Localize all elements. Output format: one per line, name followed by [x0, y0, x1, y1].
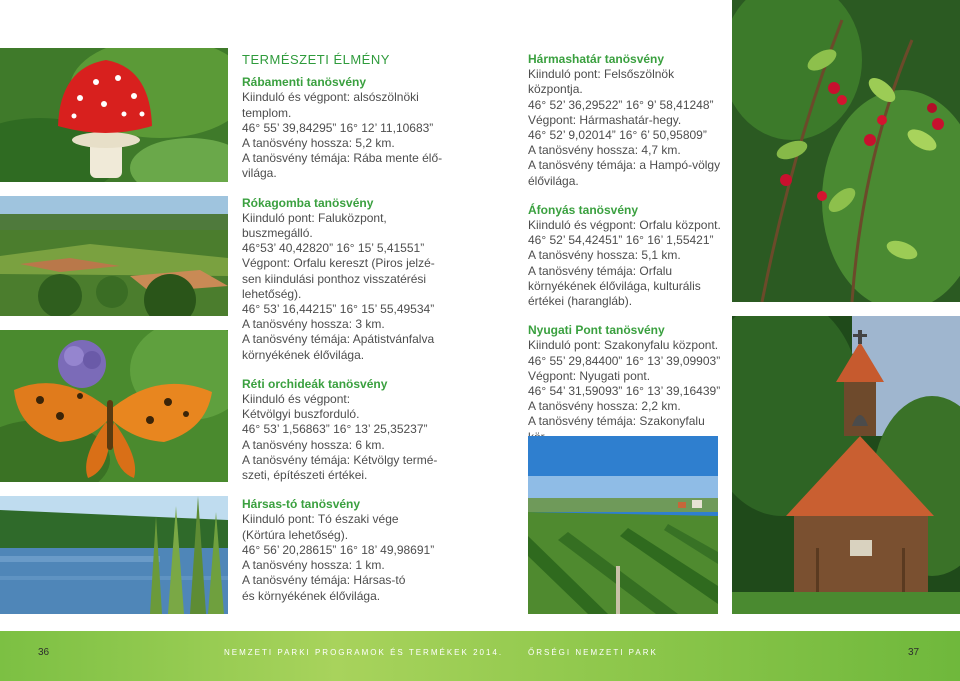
trail-line: szeti, építészeti értékei.	[242, 468, 368, 483]
trail-title: Áfonyás tanösvény	[528, 202, 639, 217]
trail-line: A tanösvény hossza: 6 km.	[242, 437, 385, 452]
trail-title: Rábamenti tanösvény	[242, 75, 367, 90]
trail-title: Nyugati Pont tanösvény	[528, 323, 665, 338]
landscape-photo	[0, 196, 228, 316]
trail-reti-orchideak	[242, 377, 512, 483]
park-name: ŐRSÉGI NEMZETI PARK	[528, 648, 658, 657]
trail-line: 46° 54’ 31,59093” 16° 13’ 39,16439”	[528, 384, 721, 399]
trail-line: A tanösvény hossza: 1 km.	[242, 558, 385, 573]
trail-line: 46° 52’ 54,42451” 16° 16’ 1,55421”	[528, 233, 714, 248]
right-text-column	[528, 52, 728, 474]
trail-line: A tanösvény témája: Orfalu	[528, 263, 673, 278]
trail-line: 46° 55’ 39,84295” 16° 12’ 11,10683”	[242, 120, 434, 135]
trail-line: Kiinduló pont: Faluközpont,	[242, 210, 387, 225]
publication-title: NEMZETI PARKI PROGRAMOK ÉS TERMÉKEK 2014.	[224, 648, 504, 657]
butterfly-photo	[0, 330, 228, 482]
trail-line: 46° 52’ 36,29522” 16° 9’ 58,41248”	[528, 97, 714, 112]
trail-title: Hársas-tó tanösvény	[242, 497, 361, 512]
trail-line: Kiinduló pont: Tó északi vége	[242, 512, 399, 527]
trail-line: A tanösvény témája: a Hampó-völgy	[528, 158, 721, 173]
trail-line: buszmegálló.	[242, 226, 313, 241]
trail-line: Kiinduló pont: Szakonyfalu központ.	[528, 338, 719, 353]
belfry-photo	[732, 316, 960, 614]
trail-line: A tanösvény témája: Apátistvánfalva	[242, 332, 435, 347]
trail-line: Kiinduló és végpont: alsószölnöki	[242, 90, 419, 105]
trail-line: 46° 53’ 16,44215” 16° 15’ 55,49534”	[242, 302, 435, 317]
trail-line: A tanösvény témája: Rába mente élő-	[242, 151, 443, 166]
trail-line: élővilága.	[528, 173, 579, 188]
trail-rabamenti	[242, 75, 512, 181]
trail-line: Végpont: Hármashatár-hegy.	[528, 112, 682, 127]
trail-line: és környékének élővilága.	[242, 588, 381, 603]
middle-text-column	[242, 52, 512, 618]
trail-harsas-to	[242, 497, 512, 603]
trail-line: 46°53’ 40,42820” 16° 15’ 5,41551”	[242, 241, 425, 256]
trail-line: templom.	[242, 105, 292, 120]
page-number-left: 36	[38, 647, 50, 658]
trail-title: Hármashatár tanösvény	[528, 52, 665, 66]
trail-line: 46° 56’ 20,28615” 16° 18’ 49,98691”	[242, 542, 435, 557]
trail-line: értékei (harangláb).	[528, 294, 633, 309]
trail-title: Réti orchideák tanösvény	[242, 376, 388, 391]
trail-line: A tanösvény hossza: 2,2 km.	[528, 399, 681, 414]
section-title: TERMÉSZETI ÉLMÉNY	[242, 52, 390, 67]
trail-line: Kiinduló pont: Felsőszölnök központja.	[528, 67, 675, 97]
trail-line: A tanösvény témája: Kétvölgy termé-	[242, 452, 438, 467]
trail-line: Végpont: Orfalu kereszt (Piros jelzé-	[242, 256, 435, 271]
trail-line: A tanösvény témája: Hársas-tó	[242, 573, 406, 588]
trail-line: (Körtúra lehetőség).	[242, 527, 349, 542]
trail-rokagomba	[242, 196, 512, 363]
page-number-right: 37	[908, 647, 920, 658]
trail-line: 46° 53’ 1,56863” 16° 13’ 25,35237”	[242, 422, 428, 437]
trail-title: Rókagomba tanösvény	[242, 195, 374, 210]
trail-harmashatar	[528, 52, 728, 189]
trail-line: Végpont: Nyugati pont.	[528, 368, 651, 383]
blueberry-photo	[732, 0, 960, 302]
trail-line: 46° 52’ 9,02014” 16° 6’ 50,95809”	[528, 128, 707, 143]
trail-line: A tanösvény hossza: 3 km.	[242, 317, 385, 332]
trail-line: sen kiindulási ponthoz visszatérési	[242, 271, 427, 286]
trail-line: környékének élővilága, kulturális	[528, 278, 701, 293]
trail-line: lehetőség).	[242, 286, 302, 301]
trail-line: A tanösvény hossza: 5,2 km.	[242, 136, 395, 151]
trail-line: Kiinduló és végpont:	[242, 392, 351, 407]
trail-line: Kétvölgyi buszforduló.	[242, 407, 360, 422]
lake-photo	[0, 496, 228, 614]
trail-line: A tanösvény témája: Szakonyfalu	[528, 414, 705, 429]
mushroom-photo	[0, 48, 228, 182]
vineyard-photo	[528, 436, 718, 614]
trail-line: környékének élővilága.	[242, 347, 365, 362]
trail-afonyas	[528, 203, 728, 309]
page-footer	[0, 631, 960, 681]
trail-line: A tanösvény hossza: 4,7 km.	[528, 143, 681, 158]
trail-line: világa.	[242, 166, 277, 181]
trail-line: Kiinduló és végpont: Orfalu központ.	[528, 218, 721, 233]
trail-line: 46° 55’ 29,84400” 16° 13’ 39,09903”	[528, 353, 721, 368]
trail-line: A tanösvény hossza: 5,1 km.	[528, 248, 681, 263]
